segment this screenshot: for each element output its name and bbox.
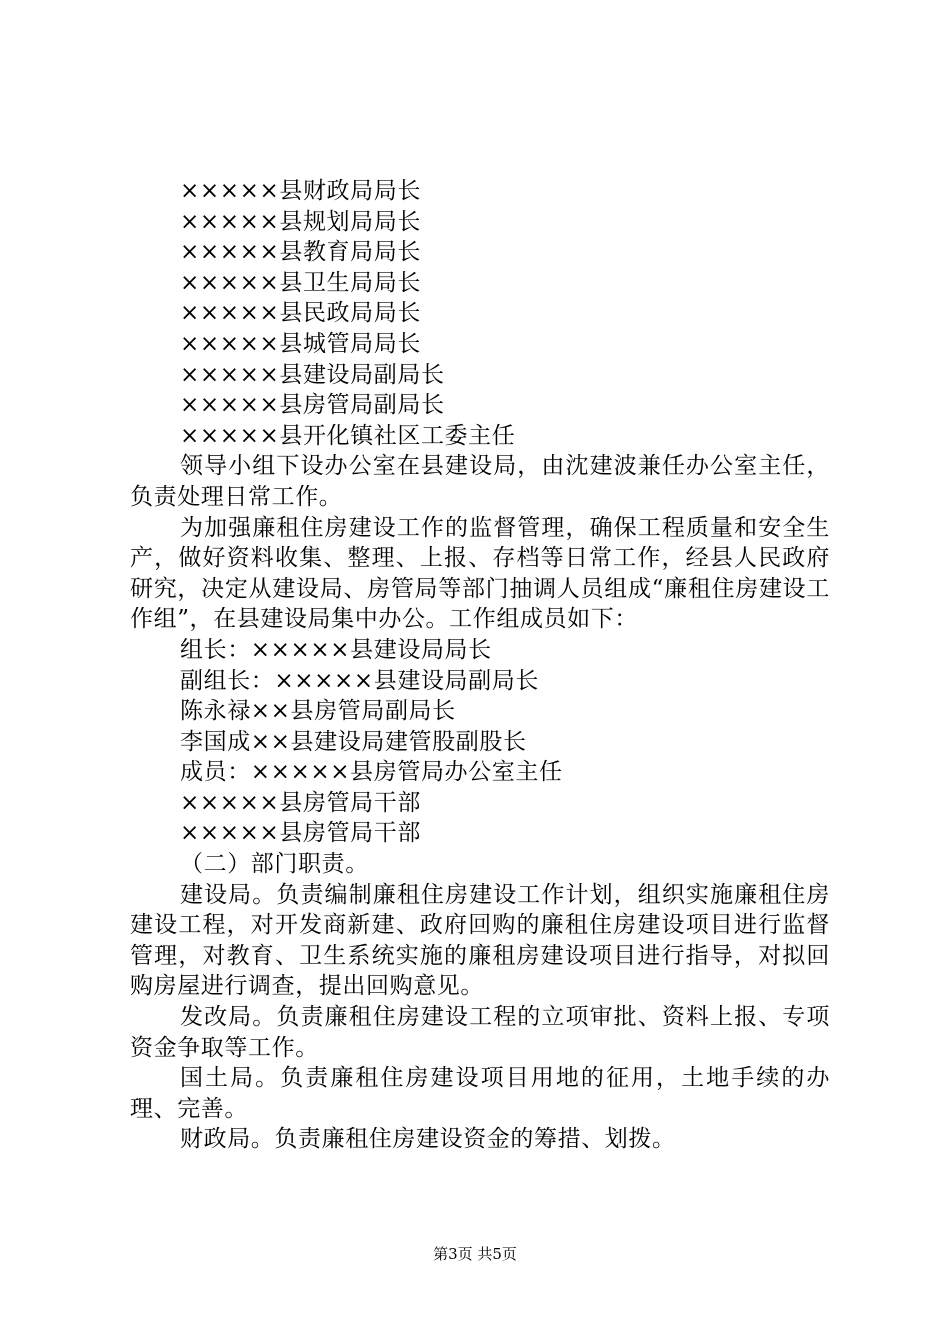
page-footer: 第3页 共5页 [433, 1245, 517, 1263]
member-line: ×××××县规划局局长 [180, 208, 421, 235]
duty-paragraph: 建设局。负责编制廉租住房建设工作计划，组织实施廉租住房建设工程，对开发商新建、政府回购的廉租住房建设项目进行监督管理，对教育、卫生系统实施的廉租房建设项目进行指导，对拟回购房屋进行调查，提出回购意见。 [130, 881, 830, 1000]
member-line: ×××××县城管局局长 [180, 330, 421, 357]
duty-paragraph: 国土局。负责廉租住房建设项目用地的征用，土地手续的办理、完善。 [130, 1065, 830, 1122]
workgroup-line: 成员：×××××县房管局办公室主任 [180, 759, 563, 786]
document-body [130, 176, 830, 1155]
duty-paragraph: 发改局。负责廉租住房建设工程的立项审批、资料上报、专项资金争取等工作。 [130, 1004, 830, 1061]
member-line: ×××××县建设局副局长 [180, 361, 445, 388]
member-line: ×××××县民政局局长 [180, 300, 421, 327]
workgroup-line: ×××××县房管局干部 [180, 820, 421, 847]
workgroup-line: 李国成××县建设局建管股副股长 [180, 728, 527, 755]
workgroup-paragraph: 为加强廉租住房建设工作的监督管理，确保工程质量和安全生产，做好资料收集、整理、上报、存档等日常工作，经县人民政府研究，决定从建设局、房管局等部门抽调人员组成“廉租住房建设工作组”，在县建设局集中办公。工作组成员如下： [130, 514, 830, 633]
workgroup-line: 副组长：×××××县建设局副局长 [180, 667, 539, 694]
duty-paragraph: 财政局。负责廉租住房建设资金的筹措、划拨。 [180, 1126, 676, 1153]
members-list [130, 176, 830, 451]
section-heading: （二）部门职责。 [180, 851, 369, 878]
workgroup-line: 陈永禄××县房管局副局长 [180, 698, 456, 725]
member-line: ×××××县教育局局长 [180, 239, 421, 266]
workgroup-line: ×××××县房管局干部 [180, 789, 421, 816]
member-line: ×××××县开化镇社区工委主任 [180, 422, 516, 449]
office-paragraph: 领导小组下设办公室在县建设局，由沈建波兼任办公室主任，负责处理日常工作。 [130, 453, 830, 510]
workgroup-list [130, 635, 830, 849]
member-line: ×××××县房管局副局长 [180, 392, 445, 419]
member-line: ×××××县财政局局长 [180, 178, 421, 204]
member-line: ×××××县卫生局局长 [180, 269, 421, 296]
workgroup-line: 组长：×××××县建设局局长 [180, 636, 492, 663]
